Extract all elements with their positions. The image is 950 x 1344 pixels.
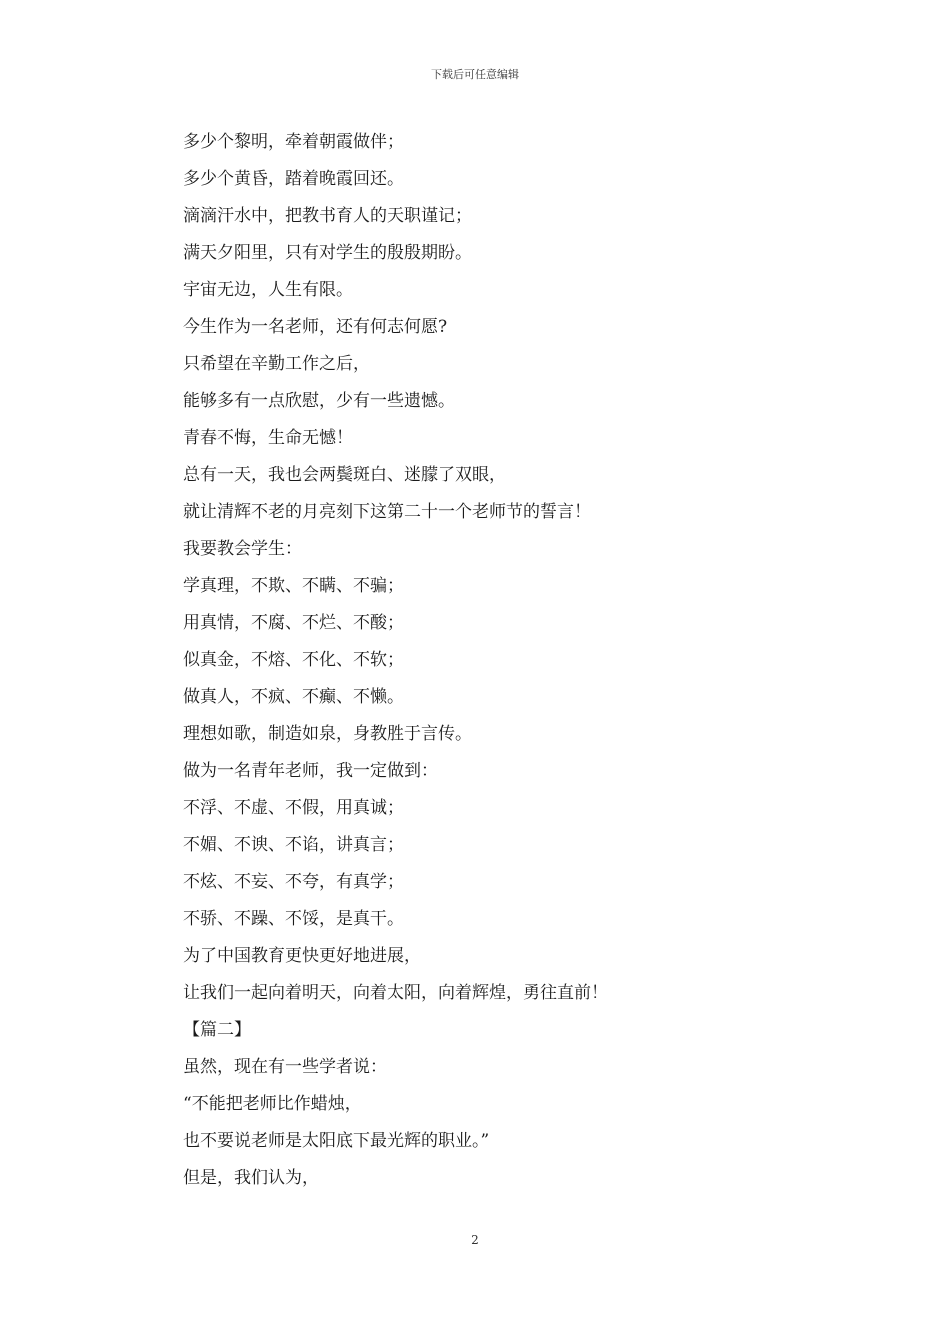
section-heading: 【篇二】 — [183, 1020, 251, 1040]
text-line: 也不要说老师是太阳底下最光辉的职业。” — [183, 1131, 490, 1151]
text-line: 让我们一起向着明天，向着太阳，向着辉煌，勇往直前！ — [183, 983, 608, 1003]
text-line: 能够多有一点欣慰，少有一些遗憾。 — [183, 391, 455, 411]
text-line: 虽然，现在有一些学者说： — [183, 1057, 387, 1077]
text-line: 做为一名青年老师，我一定做到： — [183, 761, 438, 781]
text-line: 不炫、不妄、不夸，有真学； — [183, 872, 404, 892]
text-line: 做真人，不疯、不癫、不懒。 — [183, 687, 404, 707]
page-header: 下载后可任意编辑 — [431, 68, 519, 81]
text-line: 似真金，不熔、不化、不软； — [183, 650, 404, 670]
text-line: 我要教会学生： — [183, 539, 302, 559]
text-line: 总有一天，我也会两鬓斑白、迷朦了双眼， — [183, 465, 506, 485]
text-line: 满天夕阳里，只有对学生的殷殷期盼。 — [183, 243, 472, 263]
text-line: 只希望在辛勤工作之后， — [183, 354, 370, 374]
text-line: 为了中国教育更快更好地进展， — [183, 946, 421, 966]
text-line: 但是，我们认为， — [183, 1168, 319, 1188]
text-line: 不浮、不虚、不假，用真诚； — [183, 798, 404, 818]
text-line: 宇宙无边，人生有限。 — [183, 280, 353, 300]
text-line: 多少个黄昏，踏着晚霞回还。 — [183, 169, 404, 189]
document-body — [183, 124, 823, 1197]
text-line: 就让清辉不老的月亮刻下这第二十一个老师节的誓言！ — [183, 502, 591, 522]
text-line: 今生作为一名老师，还有何志何愿? — [183, 317, 448, 337]
page-number: 2 — [471, 1233, 479, 1247]
text-line: 多少个黎明，牵着朝霞做伴； — [183, 132, 404, 152]
text-line: “不能把老师比作蜡烛， — [183, 1094, 362, 1114]
text-line: 滴滴汗水中，把教书育人的天职谨记； — [183, 206, 472, 226]
text-line: 不骄、不躁、不馁，是真干。 — [183, 909, 404, 929]
text-line: 青春不悔，生命无憾！ — [183, 428, 353, 448]
text-line: 不媚、不谀、不谄，讲真言； — [183, 835, 404, 855]
text-line: 学真理，不欺、不瞒、不骗； — [183, 576, 404, 596]
text-line: 用真情，不腐、不烂、不酸； — [183, 613, 404, 633]
text-line: 理想如歌，制造如泉，身教胜于言传。 — [183, 724, 472, 744]
